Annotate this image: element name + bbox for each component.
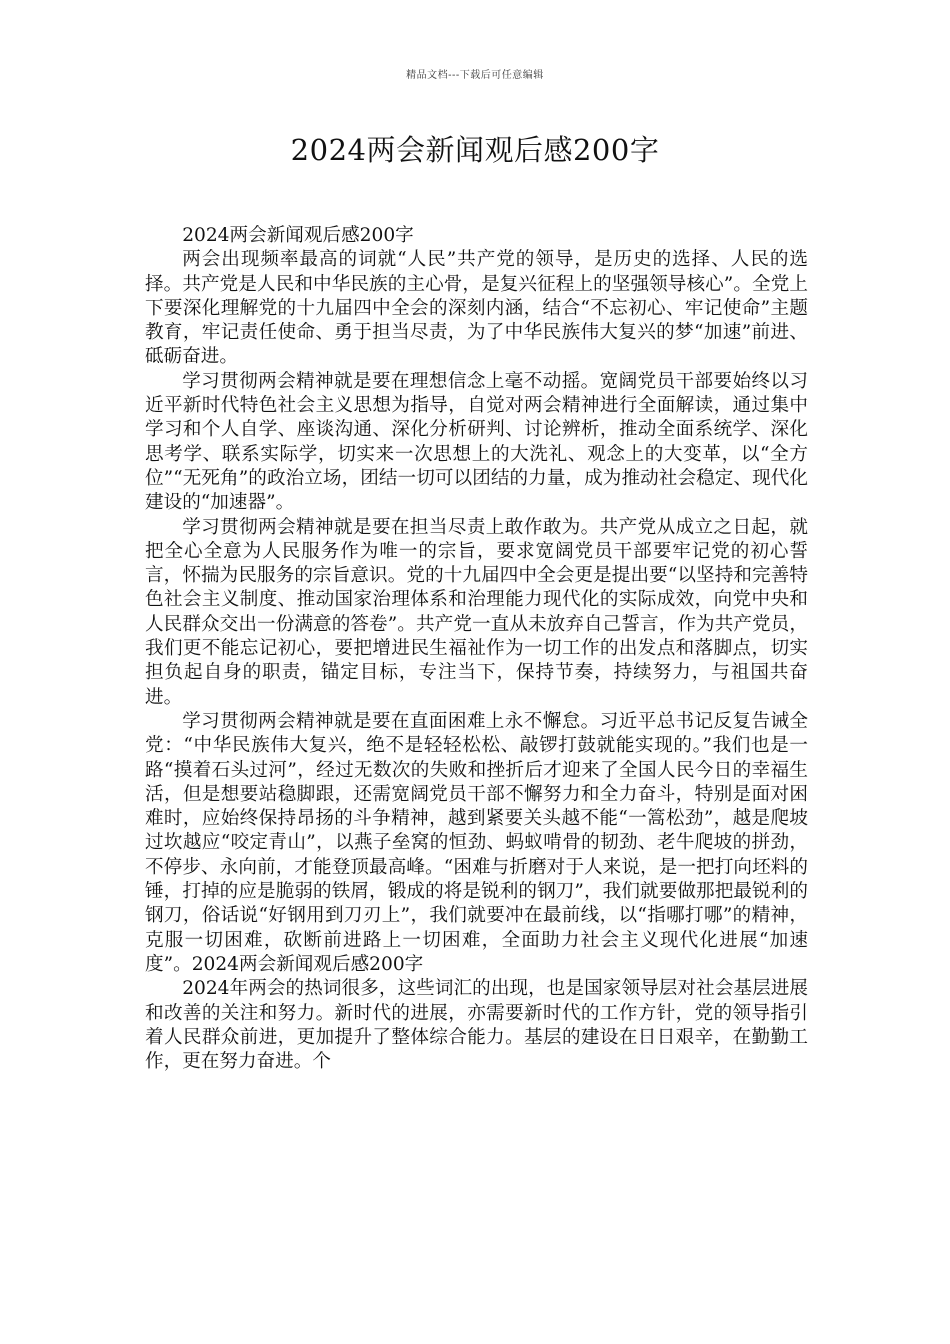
paragraph: 学习贯彻两会精神就是要在理想信念上毫不动摇。宽阔党员干部要始终以习近平新时代特色社会主义思想为指导，自觉对两会精神进行全面解读，通过集中学习和个人自学、座谈沟通、深化分析研判、讨论辨析，推动全面系统学、深化思考学、联系实际学，切实来一次思想上的大洗礼、观念上的大变革，以“全方位”“无死角”的政治立场，团结一切可以团结的力量，成为推动社会稳定、现代化建设的“加速器”。: [145, 370, 808, 514]
paragraph: 两会出现频率最高的词就“人民”共产党的领导，是历史的选择、人民的选择。共产党是人民和中华民族的主心骨，是复兴征程上的坚强领导核心”。全党上下要深化理解党的十九届四中全会的深刻内涵，结合“不忘初心、牢记使命”主题教育，牢记责任使命、勇于担当尽责，为了中华民族伟大复兴的梦“加速”前进、砥砺奋进。: [145, 249, 808, 368]
paragraph: 学习贯彻两会精神就是要在直面困难上永不懈怠。习近平总书记反复告诫全党：“中华民族伟大复兴，绝不是轻轻松松、敲锣打鼓就能实现的。”我们也是一路“摸着石头过河”，经过无数次的失败和挫折后才迎来了全国人民今日的幸福生活，但是想要站稳脚跟，还需宽阔党员干部不懈努力和全力奋斗，特别是面对困难时，应始终保持昂扬的斗争精神，越到紧要关头越不能“一篙松劲”，越是爬坡过坎越应“咬定青山”，以燕子垒窝的恒劲、蚂蚁啃骨的韧劲、老牛爬坡的拼劲，不停步、永向前，才能登顶最高峰。“困难与折磨对于人来说，是一把打向坯料的锤，打掉的应是脆弱的铁屑，锻成的将是锐利的钢刀”，我们就要做那把最锐利的钢刀，俗话说“好钢用到刀刃上”，我们就要冲在最前线，以“指哪打哪”的精神，克服一切困难，砍断前进路上一切困难，全面助力社会主义现代化进展“加速度”。2024两会新闻观后感200字: [145, 710, 808, 975]
header-note: 精品文档---下载后可任意编辑: [406, 70, 544, 81]
document-body: [145, 224, 808, 1074]
paragraph: 学习贯彻两会精神就是要在担当尽责上敢作敢为。共产党从成立之日起，就把全心全意为人民服务作为唯一的宗旨，要求宽阔党员干部要牢记党的初心誓言，怀揣为民服务的宗旨意识。党的十九届四中全会更是提出要“以坚持和完善特色社会主义制度、推动国家治理体系和治理能力现代化的实际成效，向党中央和人民群众交出一份满意的答卷”。共产党一直从未放弃自己誓言，作为共产党员，我们更不能忘记初心，要把增进民生福祉作为一切工作的出发点和落脚点，切实担负起自身的职责，锚定目标，专注当下，保持节奏，持续努力，与祖国共奋进。: [145, 516, 808, 708]
document-title: 2024两会新闻观后感200字: [290, 133, 660, 167]
paragraph: 2024年两会的热词很多，这些词汇的出现，也是国家领导层对社会基层进展和改善的关注和努力。新时代的进展，亦需要新时代的工作方针，党的领导指引着人民群众前进，更加提升了整体综合能力。基层的建设在日日艰辛，在勤勤工作，更在努力奋进。个: [145, 978, 808, 1073]
paragraph-subtitle: 2024两会新闻观后感200字: [182, 225, 414, 246]
